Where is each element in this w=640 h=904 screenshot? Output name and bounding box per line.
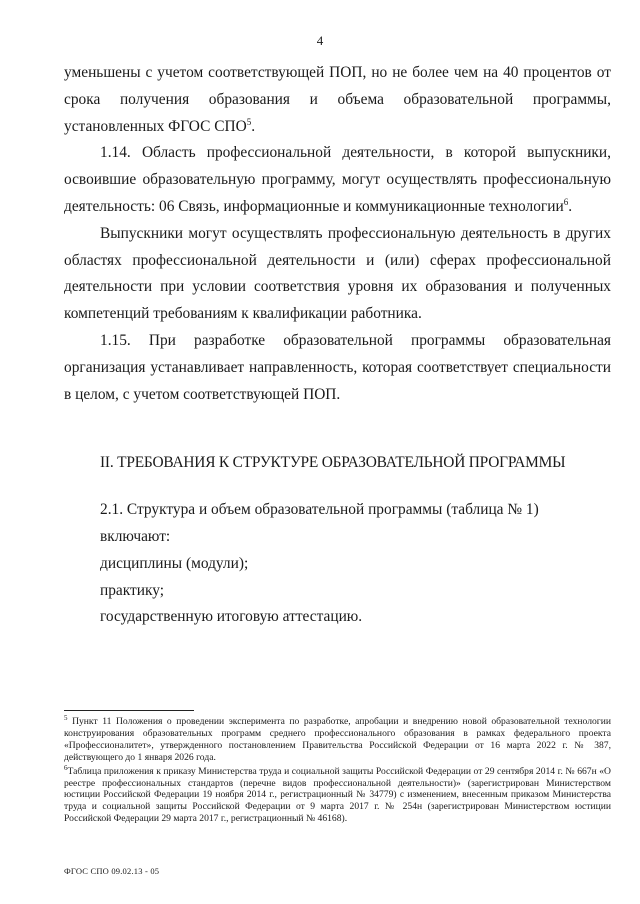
footnote-mark: 5 bbox=[64, 713, 68, 722]
document-footer: ФГОС СПО 09.02.13 - 05 bbox=[64, 866, 160, 876]
section-title: II. ТРЕБОВАНИЯ К СТРУКТУРЕ ОБРАЗОВАТЕЛЬНОЙ ПРОГРАММЫ bbox=[100, 454, 566, 472]
footnotes bbox=[64, 713, 611, 827]
paragraph-continuation: уменьшены с учетом соответствующей ПОП, но не более чем на 40 процентов от срока получения образования и объема образовательной программы, установленных ФГОС СПО$^5$. bbox=[64, 64, 611, 135]
footnote-6 bbox=[64, 763, 611, 826]
footnote-divider bbox=[64, 710, 194, 711]
list-item: государственную итоговую аттестацию. bbox=[100, 608, 363, 626]
list-item: дисциплины (модули); bbox=[100, 554, 249, 572]
footnote-text: Пункт 11 Положения о проведении эксперимента по разработке, апробации и внедрению новой образовательной технологии конструирования образовательных программ среднего профессионального образования в рамках федерального проекта «Профессионалитет», утвержденного постановлением Правительства Российской Федерации от 16 марта 2022 г. № 387, действующего до 1 января 2026 года. bbox=[64, 716, 611, 763]
paragraph-text: 1.14. Область профессиональной деятельности, в которой выпускники, освоившие образовательную программу, могут осуществлять профессиональную деятельность: 06 Связь, информационные и коммуникационные технологии bbox=[64, 144, 611, 215]
paragraph-1-15: 1.15. При разработке образовательной программы образовательная организация устанавливает направленность, которая соответствует специальности в целом, с учетом соответствующей ПОП. bbox=[64, 331, 611, 403]
page-number: 4 bbox=[316, 33, 324, 48]
paragraph-1-14: 1.14. Область профессиональной деятельности, в которой выпускники, освоившие образовательную программу, могут осуществлять профессиональную деятельность: 06 Связь, информационные и коммуникационные технологии$^6$. bbox=[64, 144, 611, 215]
list-item: практику; bbox=[100, 581, 165, 599]
footnote-mark: 6 bbox=[64, 763, 68, 772]
paragraph-text: уменьшены с учетом соответствующей ПОП, но не более чем на 40 процентов от срока получения образования и объема образовательной программы, установленных ФГОС СПО bbox=[64, 64, 611, 135]
footnote-ref-5[interactable]: 5 bbox=[246, 116, 252, 127]
list-intro: 2.1. Структура и объем образовательной программы (таблица № 1) включают: bbox=[100, 501, 539, 545]
body-text bbox=[64, 60, 611, 631]
footnote-ref-6[interactable]: 6 bbox=[563, 196, 569, 207]
structure-list bbox=[64, 497, 611, 631]
footnote-5 bbox=[64, 713, 611, 764]
paragraph-graduates: Выпускники могут осуществлять профессиональную деятельность в других областях профессиональной деятельности и (или) сферах профессиональной деятельности при условии соответствия уровня их образования и полученных компетенций требованиям к квалификации работника. bbox=[64, 224, 611, 323]
footnote-text: Таблица приложения к приказу Министерства труда и социальной защиты Российской Федерации от 29 сентября 2014 г. № 667н «О реестре профессиональных стандартов (перечне видов профессиональной деятельности)» (зарегистрирован Министерством юстиции Российской Федерации 19 ноября 2014 г., регистрационный № 34779) с изменением, внесенным приказом Министерства труда и социальной защиты Российской Федерации от 9 марта 2017 г. № 254н (зарегистрирован Министерством юстиции Российской Федерации 29 марта 2017 г., регистрационный № 46168). bbox=[64, 765, 611, 825]
